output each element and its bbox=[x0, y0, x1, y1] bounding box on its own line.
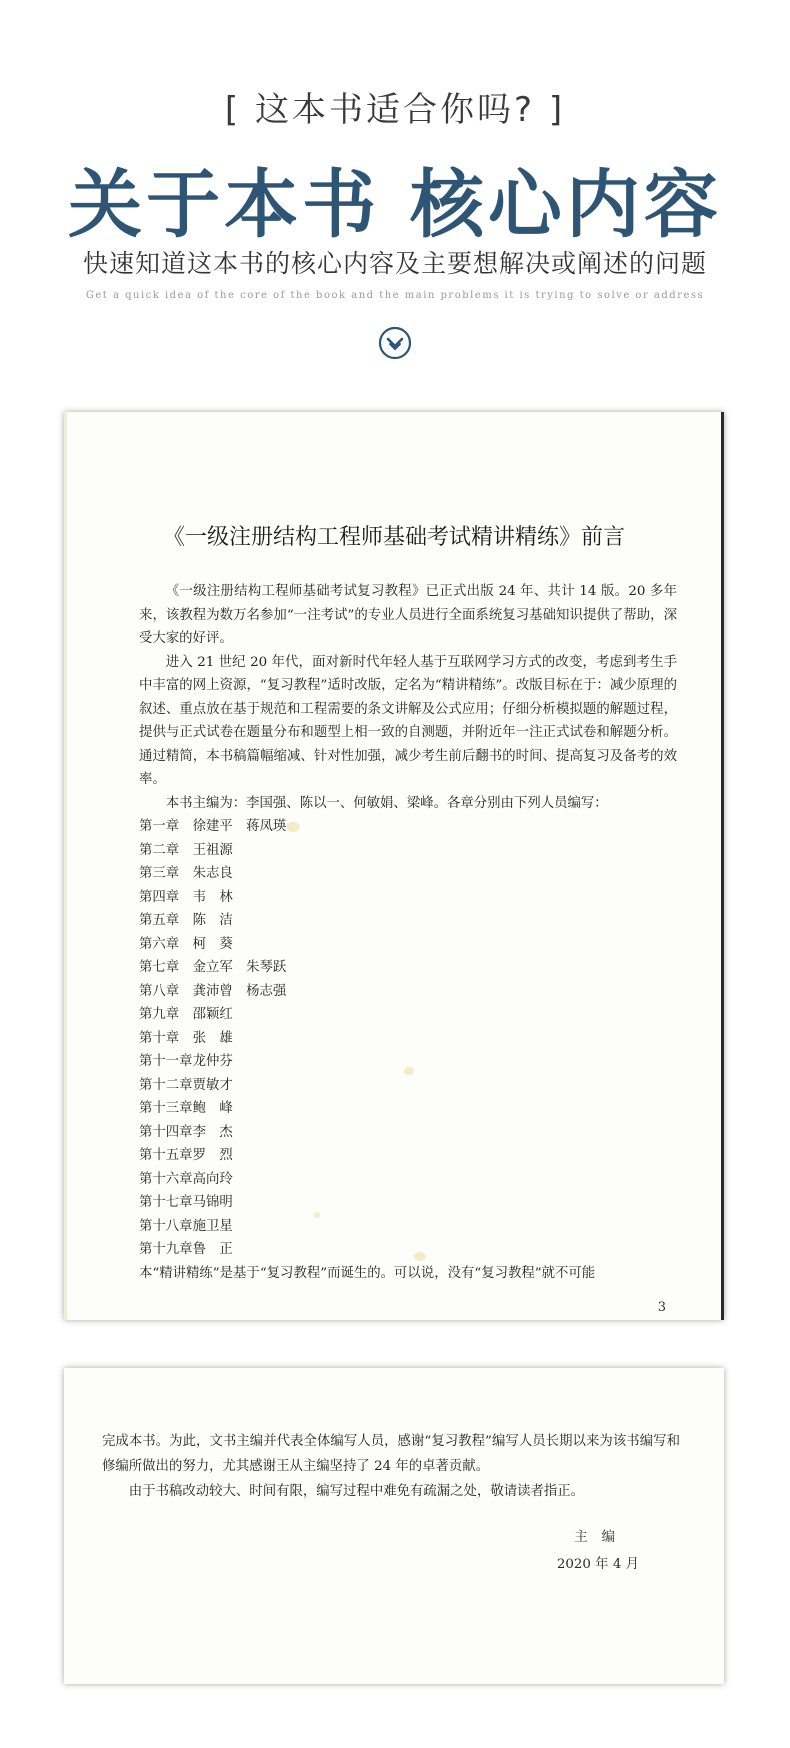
chevron-down-circle-icon bbox=[378, 326, 412, 360]
list-item bbox=[139, 980, 677, 1004]
chapter-number: 第十九章 bbox=[139, 1242, 193, 1257]
chapter-authors: 陈 洁 bbox=[192, 913, 233, 928]
signature-date: 2020 年 4 月 bbox=[556, 1557, 639, 1572]
list-item bbox=[139, 839, 677, 863]
chapter-authors: 李 杰 bbox=[192, 1124, 233, 1140]
paragraph: 完成本书。为此，文书主编并代表全体编写人员，感谢“复习教程”编写人员长期以来为该书编写和修编所做出的努力，尤其感谢王从主编坚持了 24 年的卓著贡献。 bbox=[102, 1434, 680, 1474]
chapter-authors: 王祖源 bbox=[192, 842, 233, 858]
chapter-authors: 龙仲芬 bbox=[192, 1054, 233, 1069]
chapter-number: 第一章 bbox=[139, 819, 180, 834]
list-item bbox=[139, 1074, 677, 1098]
chapter-authors: 徐建平 蒋凤瑛 bbox=[192, 819, 287, 834]
document-title: 《一级注册结构工程师基础考试精讲精练》前言 bbox=[162, 525, 625, 550]
chapter-number: 第三章 bbox=[139, 866, 180, 881]
chapter-authors: 邵颖红 bbox=[192, 1007, 233, 1022]
chapter-authors: 马锦明 bbox=[192, 1195, 233, 1210]
list-item bbox=[139, 1121, 677, 1145]
paragraph: 本“精讲精练”是基于“复习教程”而诞生的。可以说，没有“复习教程”就不可能 bbox=[139, 1265, 596, 1281]
paragraph: 本书主编为：李国强、陈以一、何敏娟、梁峰。各章分别由下列人员编写： bbox=[165, 795, 608, 811]
signature-role: 主编 bbox=[574, 1530, 629, 1545]
list-item bbox=[139, 1003, 677, 1027]
chapter-authors: 柯 葵 bbox=[192, 936, 233, 952]
preface-page-2 bbox=[64, 1368, 724, 1684]
list-item bbox=[139, 862, 677, 886]
chapter-authors: 张 雄 bbox=[192, 1030, 233, 1046]
document-body bbox=[102, 1429, 680, 1504]
chapter-number: 第六章 bbox=[139, 936, 180, 952]
subtitle: 快速知道这本书的核心内容及主要想解决或阐述的问题 bbox=[82, 249, 707, 278]
chapter-number: 第十三章 bbox=[139, 1101, 193, 1116]
chapter-number: 第十二章 bbox=[139, 1077, 193, 1093]
chapter-authors: 罗 烈 bbox=[192, 1148, 233, 1163]
list-item bbox=[139, 1027, 677, 1051]
chapter-authors: 贾敏才 bbox=[192, 1077, 233, 1093]
list-item bbox=[139, 956, 677, 980]
chapter-authors: 金立军 朱琴跃 bbox=[192, 960, 287, 975]
chapter-authors: 高向玲 bbox=[192, 1171, 233, 1187]
list-item bbox=[139, 1050, 677, 1074]
chapter-number: 第四章 bbox=[139, 889, 180, 905]
preface-page-1 bbox=[64, 412, 724, 1320]
chapter-authors: 韦 林 bbox=[192, 889, 233, 905]
chapter-number: 第十五章 bbox=[139, 1148, 193, 1163]
tagline: [ 这本书适合你吗? ] bbox=[224, 90, 566, 130]
list-item bbox=[139, 933, 677, 957]
list-item bbox=[139, 1238, 677, 1262]
list-item bbox=[139, 886, 677, 910]
list-item bbox=[139, 1097, 677, 1121]
chapter-number: 第九章 bbox=[139, 1007, 180, 1022]
list-item bbox=[139, 1215, 677, 1239]
chapter-number: 第十六章 bbox=[139, 1171, 193, 1187]
paragraph: 进入 21 世纪 20 年代，面对新时代年轻人基于互联网学习方式的改变，考虑到考生手中丰富的网上资源，“复习教程”适时改版，定名为“精讲精练”。改版目标在于：减少原理的叙述、重点放在基于规范和工程需要的条文讲解及公式应用；仔细分析模拟题的解题过程，提供与正式试卷在题量分布和题型上相一致的自测题，并附近年一注正式试卷和解题分析。通过精简，本书稿篇幅缩减、针对性加强，减少考生前后翻书的时间、提高复习及备考的效率。 bbox=[139, 654, 677, 787]
list-item bbox=[139, 815, 677, 839]
chapter-authors: 朱志良 bbox=[192, 866, 233, 881]
chapter-number: 第五章 bbox=[139, 913, 180, 928]
paragraph: 《一级注册结构工程师基础考试复习教程》已正式出版 24 年、共计 14 版。20 多年来，该教程为数万名参加“一注考试”的专业人员进行全面系统复习基础知识提供了帮助，深受大家的好评。 bbox=[139, 584, 677, 646]
list-item bbox=[139, 909, 677, 933]
list-item bbox=[139, 1144, 677, 1168]
chapter-number: 第十一章 bbox=[139, 1054, 193, 1069]
document-body bbox=[139, 580, 677, 1285]
chapter-author-list bbox=[139, 815, 677, 1262]
paragraph: 由于书稿改动较大、时间有限，编写过程中难免有疏漏之处，敬请读者指正。 bbox=[128, 1484, 585, 1499]
chapter-number: 第十四章 bbox=[139, 1124, 193, 1140]
headline: 关于本书 核心内容 bbox=[68, 162, 722, 248]
chapter-authors: 鲍 峰 bbox=[192, 1101, 233, 1116]
chapter-number: 第十八章 bbox=[139, 1218, 193, 1234]
chapter-authors: 施卫星 bbox=[192, 1218, 233, 1234]
intro-header bbox=[0, 0, 790, 380]
chapter-authors: 龚沛曾 杨志强 bbox=[192, 983, 287, 999]
list-item bbox=[139, 1191, 677, 1215]
chapter-authors: 鲁 正 bbox=[192, 1242, 233, 1257]
chapter-number: 第七章 bbox=[139, 960, 180, 975]
chapter-number: 第八章 bbox=[139, 983, 180, 999]
chapter-number: 第十章 bbox=[139, 1030, 180, 1046]
chapter-number: 第二章 bbox=[139, 842, 180, 858]
subtitle-english: Get a quick idea of the core of the book and the main problems it is trying to solve or address bbox=[85, 290, 705, 301]
chapter-number: 第十七章 bbox=[139, 1195, 193, 1210]
list-item bbox=[139, 1168, 677, 1192]
page-number: 3 bbox=[657, 1300, 666, 1315]
